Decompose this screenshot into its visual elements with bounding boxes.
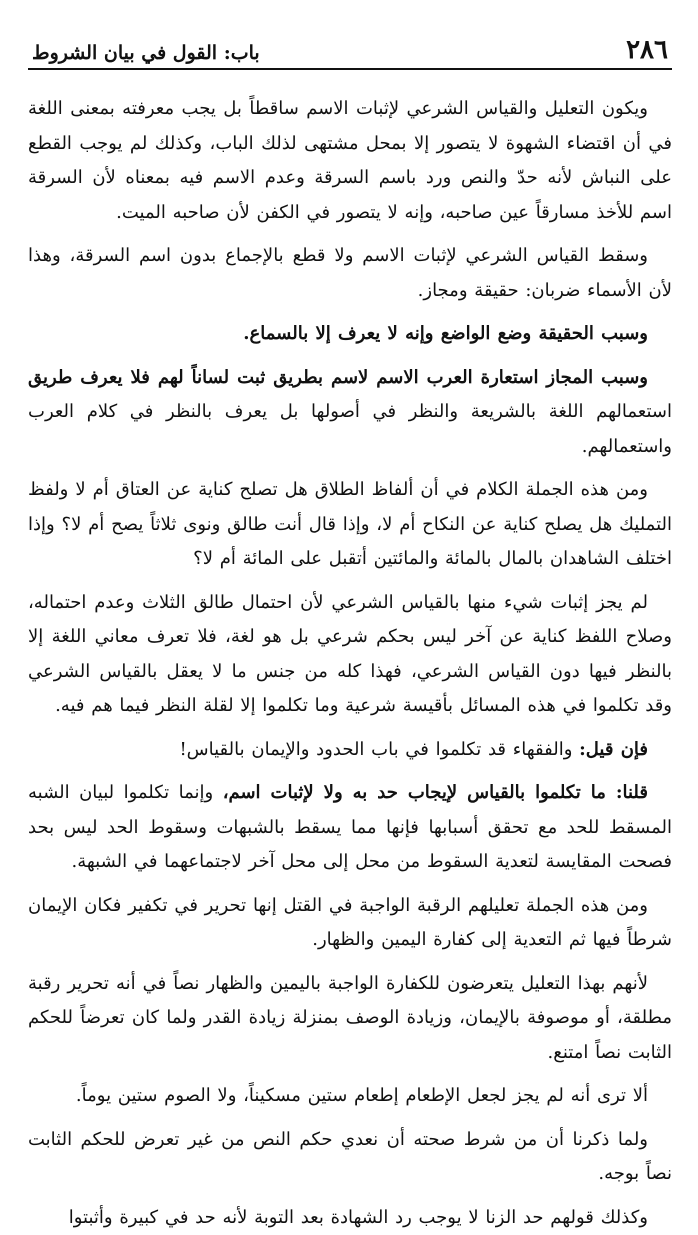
paragraph <box>28 1201 672 1235</box>
paragraph-text: وسبب الحقيقة وضع الواضع وإنه لا يعرف إلا بالسماع. <box>243 323 648 344</box>
paragraph-text: استعمالهم اللغة بالشريعة والنظر في أصولها بل يعرف بالنظر في كلام العرب واستعمالهم. <box>28 401 672 457</box>
paragraph <box>28 733 672 768</box>
paragraph <box>28 473 672 577</box>
paragraph <box>28 967 672 1071</box>
paragraph-text: ولما ذكرنا أن من شرط صحته أن نعدي حكم النص من غير تعرض للحكم الثابت نصاً بوجه. <box>28 1129 672 1185</box>
paragraph-text: ومن هذه الجملة الكلام في أن ألفاظ الطلاق هل تصلح كناية عن العتاق أم لا ولفظ التمليك هل يصلح كناية عن النكاح أم لا، وإذا قال أنت طالق ونوى ثلاثاً يصح أم لا؟ وإذا اختلف الشاهدان بالمال بالمائة والمائتين أتقبل على المائة أم لا؟ <box>28 479 672 569</box>
paragraph <box>28 92 672 230</box>
paragraph-bold <box>28 317 672 352</box>
running-title: باب: القول في بيان الشروط <box>32 44 260 63</box>
paragraph <box>28 1079 672 1114</box>
page-body <box>28 70 672 1235</box>
paragraph-text: ومن هذه الجملة تعليلهم الرقبة الواجبة في القتل إنها تحرير في تكفير فكان الإيمان شرطاً فيها ثم التعدية إلى كفارة اليمين والظهار. <box>28 895 672 951</box>
paragraph <box>28 361 672 465</box>
page-header <box>28 0 672 70</box>
paragraph-text: والفقهاء قد تكلموا في باب الحدود والإيمان بالقياس! <box>179 739 579 760</box>
paragraph <box>28 239 672 308</box>
paragraph-text: ألا ترى أنه لم يجز لجعل الإطعام إطعام ستين مسكيناً، ولا الصوم ستين يوماً. <box>76 1085 648 1106</box>
paragraph <box>28 586 672 724</box>
paragraph <box>28 889 672 958</box>
page-number: ٢٨٦ <box>626 37 668 63</box>
paragraph-text: ويكون التعليل والقياس الشرعي لإثبات الاسم ساقطاً بل يجب معرفته بمعنى اللغة في أن اقتضاء الشهوة لا يتصور إلا بمحل مشتهى لذلك الباب، وكذلك لم يوجب القطع على النباش لأنه حدّ والنص ورد باسم السرقة وعدم الاسم فيه بمعناه لأن السرقة اسم للأخذ مسارقاً عين صاحبه، وإنه لا يتصور في الكفن لأن صاحبه الميت. <box>28 98 672 223</box>
paragraph-lead: فإن قيل: <box>579 739 648 760</box>
paragraph-text: لأنهم بهذا التعليل يتعرضون للكفارة الواجبة باليمين والظهار نصاً في أنه تحرير رقبة مطلقة، أو موصوفة بالإيمان، وزيادة الوصف بمنزلة زيادة القدر ولما كان تعرضاً للحكم الثابت نصاً امتنع. <box>28 973 672 1063</box>
paragraph-text: وإنما تكلموا لبيان الشبه المسقط للحد مع تحقق أسبابها فإنها مما يسقط بالشبهات وسقوط الحد ليس بحد فصحت المقايسة لتعدية السقوط من محل إلى محل آخر لاجتماعهما في الشبهة. <box>28 782 672 872</box>
paragraph <box>28 1123 672 1192</box>
paragraph-text: لم يجز إثبات شيء منها بالقياس الشرعي لأن احتمال طالق الثلاث وعدم احتماله، وصلاح اللفظ كناية عن آخر ليس بحكم شرعي بل هو لغة، فلا تعرف معاني اللغة إلا بالنظر فيها دون القياس الشرعي، فهذا كله من جنس ما لا يعقل بالقياس الشرعي وقد تكلموا في هذه المسائل بأقيسة شرعية وما تكلموا إلا لقلة النظر فيما هم فيه. <box>28 592 672 717</box>
paragraph-text: وسقط القياس الشرعي لإثبات الاسم ولا قطع بالإجماع بدون اسم السرقة، وهذا لأن الأسماء ضربان: حقيقة ومجاز. <box>28 245 672 301</box>
paragraph-text: وكذلك قولهم حد الزنا لا يوجب رد الشهادة بعد التوبة لأنه حد في كبيرة وأثبتوا <box>69 1207 648 1228</box>
paragraph <box>28 776 672 880</box>
paragraph-lead: وسبب المجاز استعارة العرب الاسم لاسم بطريق ثبت لساناً لهم فلا يعرف طريق <box>28 367 648 388</box>
paragraph-lead: قلنا: ما تكلموا بالقياس لإيجاب حد به ولا لإثبات اسم، <box>223 782 648 803</box>
